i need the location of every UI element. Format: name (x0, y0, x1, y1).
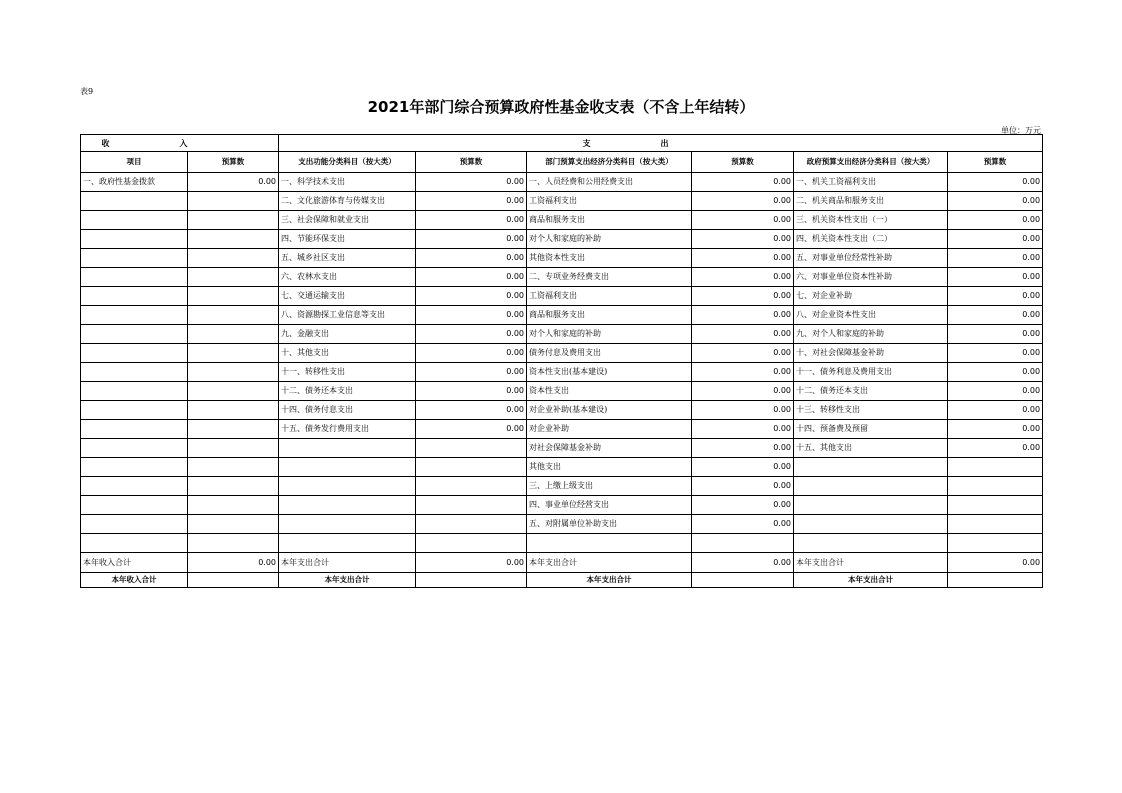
expense-header: 支出 (279, 135, 1043, 152)
cell-income-budget: 0.00 (188, 173, 279, 192)
cell-func-budget (416, 534, 527, 553)
cell-func-item (279, 458, 416, 477)
cell-gov-item (794, 458, 948, 477)
table-row (81, 211, 1043, 230)
cell-func-budget: 0.00 (416, 287, 527, 306)
cell-func-item (279, 534, 416, 553)
cell-dept-item: 资本性支出(基本建设) (527, 363, 692, 382)
cell-gov-budget: 0.00 (948, 325, 1043, 344)
total-func-label: 本年支出合计 (279, 553, 416, 573)
total-row (81, 553, 1043, 573)
cell-func-budget: 0.00 (416, 363, 527, 382)
cell-func-item: 一、科学技术支出 (279, 173, 416, 192)
cell-func-item: 二、文化旅游体育与传媒支出 (279, 192, 416, 211)
cell-dept-budget: 0.00 (692, 287, 794, 306)
header-row-1 (81, 135, 1043, 152)
cell-func-budget: 0.00 (416, 306, 527, 325)
cell-gov-item (794, 496, 948, 515)
cell-dept-item: 四、事业单位经营支出 (527, 496, 692, 515)
cell-gov-budget: 0.00 (948, 344, 1043, 363)
cell-dept-budget: 0.00 (692, 249, 794, 268)
cell-func-budget: 0.00 (416, 325, 527, 344)
cell-dept-budget: 0.00 (692, 439, 794, 458)
cell-gov-item: 四、机关资本性支出（二） (794, 230, 948, 249)
cell-income-budget (188, 401, 279, 420)
cell-gov-item (794, 477, 948, 496)
cell-dept-budget: 0.00 (692, 515, 794, 534)
cell-dept-budget: 0.00 (692, 344, 794, 363)
table-row (81, 249, 1043, 268)
cell-income-item (81, 344, 188, 363)
cell-gov-budget (948, 477, 1043, 496)
cell-gov-budget: 0.00 (948, 211, 1043, 230)
cell-income-item (81, 249, 188, 268)
cell-func-item: 十一、转移性支出 (279, 363, 416, 382)
cell-dept-budget: 0.00 (692, 477, 794, 496)
cell-gov-budget (948, 534, 1043, 553)
cell-income-budget (188, 344, 279, 363)
cell-gov-item: 三、机关资本性支出（一） (794, 211, 948, 230)
cell-gov-budget: 0.00 (948, 382, 1043, 401)
cell-func-item (279, 496, 416, 515)
cell-gov-item: 五、对事业单位经常性补助 (794, 249, 948, 268)
total2-dept-label: 本年支出合计 (527, 573, 692, 588)
cell-income-item (81, 420, 188, 439)
total-row-2 (81, 573, 1043, 588)
total2-blank-1 (188, 573, 279, 588)
table-row (81, 420, 1043, 439)
cell-income-budget (188, 192, 279, 211)
table-row (81, 534, 1043, 553)
cell-func-item: 十二、债务还本支出 (279, 382, 416, 401)
col-budget-2: 预算数 (416, 152, 527, 173)
cell-gov-item: 一、机关工资福利支出 (794, 173, 948, 192)
cell-gov-item: 二、机关商品和服务支出 (794, 192, 948, 211)
cell-func-budget: 0.00 (416, 192, 527, 211)
cell-gov-budget: 0.00 (948, 173, 1043, 192)
cell-gov-budget: 0.00 (948, 439, 1043, 458)
cell-gov-budget: 0.00 (948, 249, 1043, 268)
cell-dept-budget: 0.00 (692, 306, 794, 325)
cell-dept-item (527, 534, 692, 553)
total-dept-label: 本年支出合计 (527, 553, 692, 573)
cell-income-item (81, 211, 188, 230)
cell-income-budget (188, 230, 279, 249)
cell-dept-budget: 0.00 (692, 458, 794, 477)
total2-gov-label: 本年支出合计 (794, 573, 948, 588)
cell-income-item (81, 496, 188, 515)
table-row (81, 401, 1043, 420)
cell-income-budget (188, 325, 279, 344)
total-func-value: 0.00 (416, 553, 527, 573)
total-dept-value: 0.00 (692, 553, 794, 573)
total2-func-label: 本年支出合计 (279, 573, 416, 588)
cell-func-budget: 0.00 (416, 420, 527, 439)
table-row (81, 325, 1043, 344)
cell-func-item (279, 439, 416, 458)
cell-income-item (81, 515, 188, 534)
cell-func-item (279, 477, 416, 496)
cell-income-item (81, 439, 188, 458)
cell-dept-budget: 0.00 (692, 363, 794, 382)
cell-func-budget: 0.00 (416, 344, 527, 363)
cell-income-budget (188, 268, 279, 287)
unit-label: 单位：万元 (1001, 126, 1041, 135)
table-row (81, 306, 1043, 325)
table-row (81, 439, 1043, 458)
cell-func-item: 十五、债务发行费用支出 (279, 420, 416, 439)
cell-income-budget (188, 534, 279, 553)
cell-gov-item: 八、对企业资本性支出 (794, 306, 948, 325)
cell-func-budget (416, 496, 527, 515)
table-row (81, 382, 1043, 401)
cell-gov-budget (948, 496, 1043, 515)
cell-gov-budget: 0.00 (948, 306, 1043, 325)
total-income-value: 0.00 (188, 553, 279, 573)
total2-blank-4 (948, 573, 1043, 588)
cell-income-budget (188, 211, 279, 230)
cell-gov-item (794, 515, 948, 534)
cell-dept-item: 债务付息及费用支出 (527, 344, 692, 363)
cell-gov-item: 六、对事业单位资本性补助 (794, 268, 948, 287)
cell-dept-budget: 0.00 (692, 230, 794, 249)
cell-income-budget (188, 477, 279, 496)
cell-income-item (81, 287, 188, 306)
cell-gov-budget: 0.00 (948, 287, 1043, 306)
header-row-2 (81, 152, 1043, 173)
cell-income-budget (188, 249, 279, 268)
cell-dept-item: 对个人和家庭的补助 (527, 325, 692, 344)
cell-gov-item: 十三、转移性支出 (794, 401, 948, 420)
table-row (81, 515, 1043, 534)
col-item: 项目 (81, 152, 188, 173)
cell-income-item (81, 363, 188, 382)
total2-income-label: 本年收入合计 (81, 573, 188, 588)
cell-dept-item: 资本性支出 (527, 382, 692, 401)
cell-dept-budget (692, 534, 794, 553)
table-row (81, 363, 1043, 382)
cell-gov-budget: 0.00 (948, 192, 1043, 211)
cell-func-item: 十、其他支出 (279, 344, 416, 363)
cell-dept-item: 三、上缴上级支出 (527, 477, 692, 496)
col-func-class: 支出功能分类科目（按大类） (279, 152, 416, 173)
cell-income-budget (188, 515, 279, 534)
cell-func-budget (416, 477, 527, 496)
table-row (81, 192, 1043, 211)
table-row (81, 477, 1043, 496)
cell-func-budget (416, 515, 527, 534)
cell-dept-item: 对企业补助(基本建设) (527, 401, 692, 420)
cell-dept-budget: 0.00 (692, 420, 794, 439)
cell-func-item: 十四、债务付息支出 (279, 401, 416, 420)
col-budget-4: 预算数 (948, 152, 1043, 173)
col-budget-3: 预算数 (692, 152, 794, 173)
cell-gov-item: 十四、预备费及预留 (794, 420, 948, 439)
total2-blank-3 (692, 573, 794, 588)
cell-income-budget (188, 306, 279, 325)
cell-func-budget: 0.00 (416, 268, 527, 287)
cell-income-item (81, 306, 188, 325)
cell-gov-item: 十一、债务利息及费用支出 (794, 363, 948, 382)
cell-func-budget: 0.00 (416, 173, 527, 192)
cell-gov-budget: 0.00 (948, 363, 1043, 382)
cell-dept-item: 其他资本性支出 (527, 249, 692, 268)
total-income-label: 本年收入合计 (81, 553, 188, 573)
table-row (81, 173, 1043, 192)
cell-dept-item: 商品和服务支出 (527, 211, 692, 230)
table-number: 表9 (80, 87, 94, 96)
cell-gov-item: 九、对个人和家庭的补助 (794, 325, 948, 344)
cell-income-budget (188, 363, 279, 382)
cell-income-budget (188, 458, 279, 477)
cell-income-budget (188, 439, 279, 458)
cell-dept-item: 对个人和家庭的补助 (527, 230, 692, 249)
cell-func-budget: 0.00 (416, 249, 527, 268)
col-budget-1: 预算数 (188, 152, 279, 173)
total2-blank-2 (416, 573, 527, 588)
cell-dept-item: 其他支出 (527, 458, 692, 477)
cell-income-item (81, 325, 188, 344)
cell-income-item (81, 268, 188, 287)
cell-income-item: 一、政府性基金拨款 (81, 173, 188, 192)
cell-gov-item: 十五、其他支出 (794, 439, 948, 458)
cell-gov-item: 七、对企业补助 (794, 287, 948, 306)
cell-dept-budget: 0.00 (692, 211, 794, 230)
cell-func-budget (416, 439, 527, 458)
col-gov-econ: 政府预算支出经济分类科目（按大类） (794, 152, 948, 173)
cell-income-item (81, 401, 188, 420)
cell-dept-item: 工资福利支出 (527, 287, 692, 306)
table-row (81, 458, 1043, 477)
cell-dept-item: 对社会保障基金补助 (527, 439, 692, 458)
table-row (81, 287, 1043, 306)
cell-income-budget (188, 420, 279, 439)
cell-func-budget: 0.00 (416, 382, 527, 401)
budget-table (80, 134, 1043, 588)
cell-income-item (81, 477, 188, 496)
cell-func-item: 三、社会保障和就业支出 (279, 211, 416, 230)
cell-dept-item: 一、人员经费和公用经费支出 (527, 173, 692, 192)
cell-func-budget (416, 458, 527, 477)
cell-gov-item: 十、对社会保障基金补助 (794, 344, 948, 363)
cell-dept-item: 对企业补助 (527, 420, 692, 439)
cell-func-item: 四、节能环保支出 (279, 230, 416, 249)
table-row (81, 344, 1043, 363)
cell-gov-item: 十二、债务还本支出 (794, 382, 948, 401)
cell-gov-budget: 0.00 (948, 268, 1043, 287)
cell-gov-budget (948, 515, 1043, 534)
cell-func-budget: 0.00 (416, 211, 527, 230)
total-gov-label: 本年支出合计 (794, 553, 948, 573)
table-row (81, 268, 1043, 287)
cell-dept-item: 商品和服务支出 (527, 306, 692, 325)
cell-dept-budget: 0.00 (692, 496, 794, 515)
cell-income-item (81, 382, 188, 401)
cell-func-item: 七、交通运输支出 (279, 287, 416, 306)
cell-income-item (81, 230, 188, 249)
cell-gov-item (794, 534, 948, 553)
cell-income-budget (188, 287, 279, 306)
col-dept-econ: 部门预算支出经济分类科目（按大类） (527, 152, 692, 173)
cell-dept-budget: 0.00 (692, 173, 794, 192)
cell-dept-item: 工资福利支出 (527, 192, 692, 211)
cell-dept-budget: 0.00 (692, 325, 794, 344)
cell-income-budget (188, 496, 279, 515)
cell-func-item: 八、资源勘探工业信息等支出 (279, 306, 416, 325)
cell-gov-budget: 0.00 (948, 401, 1043, 420)
page-title: 2021年部门综合预算政府性基金收支表（不含上年结转） (367, 98, 755, 116)
cell-func-item: 九、金融支出 (279, 325, 416, 344)
cell-dept-budget: 0.00 (692, 382, 794, 401)
income-header: 收入 (81, 135, 279, 152)
cell-income-item (81, 458, 188, 477)
cell-gov-budget: 0.00 (948, 420, 1043, 439)
cell-dept-item: 五、对附属单位补助支出 (527, 515, 692, 534)
cell-gov-budget: 0.00 (948, 230, 1043, 249)
table-row (81, 230, 1043, 249)
cell-dept-budget: 0.00 (692, 401, 794, 420)
cell-func-item (279, 515, 416, 534)
table-row (81, 496, 1043, 515)
cell-income-item (81, 534, 188, 553)
cell-income-budget (188, 382, 279, 401)
cell-income-item (81, 192, 188, 211)
total-gov-value: 0.00 (948, 553, 1043, 573)
cell-func-item: 六、农林水支出 (279, 268, 416, 287)
cell-dept-budget: 0.00 (692, 268, 794, 287)
cell-func-budget: 0.00 (416, 230, 527, 249)
cell-gov-budget (948, 458, 1043, 477)
cell-func-budget: 0.00 (416, 401, 527, 420)
cell-func-item: 五、城乡社区支出 (279, 249, 416, 268)
cell-dept-budget: 0.00 (692, 192, 794, 211)
cell-dept-item: 二、专项业务经费支出 (527, 268, 692, 287)
